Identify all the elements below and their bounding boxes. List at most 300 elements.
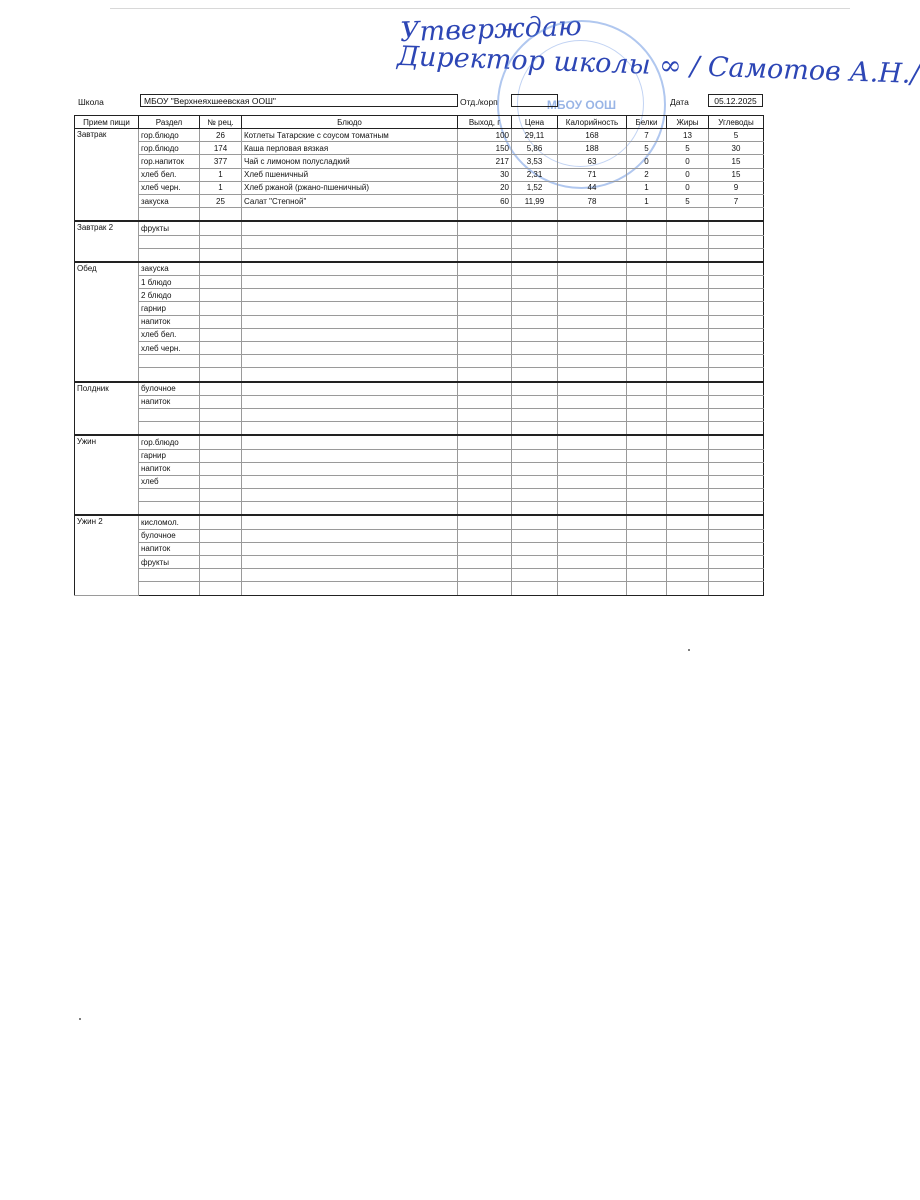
table-row bbox=[75, 556, 764, 569]
calories-cell: 168 bbox=[558, 129, 627, 142]
meal-name: Завтрак 2 bbox=[75, 221, 139, 262]
table-row bbox=[75, 368, 764, 382]
section-cell: 1 блюдо bbox=[139, 276, 200, 289]
calories-cell bbox=[558, 395, 627, 408]
carbs-cell bbox=[709, 529, 764, 542]
protein-cell bbox=[627, 569, 667, 582]
section-cell: закуска bbox=[139, 262, 200, 276]
output-cell bbox=[458, 262, 512, 276]
table-row bbox=[75, 302, 764, 315]
price-cell bbox=[512, 408, 558, 421]
carbs-cell bbox=[709, 262, 764, 276]
price-cell: 11,99 bbox=[512, 194, 558, 207]
recipe-cell bbox=[200, 235, 242, 248]
recipe-cell: 26 bbox=[200, 129, 242, 142]
table-row bbox=[75, 342, 764, 355]
recipe-cell bbox=[200, 462, 242, 475]
fat-cell bbox=[667, 328, 709, 341]
price-cell bbox=[512, 502, 558, 516]
protein-cell bbox=[627, 489, 667, 502]
scan-speck bbox=[79, 1018, 81, 1020]
calories-cell bbox=[558, 556, 627, 569]
table-row bbox=[75, 235, 764, 248]
section-cell: гор.блюдо bbox=[139, 435, 200, 449]
meal-name: Ужин bbox=[75, 435, 139, 515]
fat-cell bbox=[667, 342, 709, 355]
recipe-cell bbox=[200, 515, 242, 529]
meal-name: Завтрак bbox=[75, 129, 139, 222]
table-row bbox=[75, 569, 764, 582]
carbs-cell bbox=[709, 582, 764, 595]
table-row bbox=[75, 529, 764, 542]
carbs-cell bbox=[709, 328, 764, 341]
calories-cell bbox=[558, 208, 627, 222]
table-row bbox=[75, 435, 764, 449]
recipe-cell bbox=[200, 262, 242, 276]
section-cell: фрукты bbox=[139, 221, 200, 235]
protein-cell bbox=[627, 515, 667, 529]
calories-cell bbox=[558, 355, 627, 368]
output-cell bbox=[458, 395, 512, 408]
section-cell: хлеб бел. bbox=[139, 168, 200, 181]
dish-cell bbox=[242, 502, 458, 516]
carbs-cell bbox=[709, 342, 764, 355]
output-cell: 217 bbox=[458, 155, 512, 168]
calories-cell bbox=[558, 542, 627, 555]
price-cell bbox=[512, 262, 558, 276]
carbs-cell bbox=[709, 408, 764, 421]
section-cell: напиток bbox=[139, 315, 200, 328]
output-cell: 150 bbox=[458, 142, 512, 155]
recipe-cell bbox=[200, 556, 242, 569]
section-cell bbox=[139, 489, 200, 502]
table-row bbox=[75, 168, 764, 181]
recipe-cell bbox=[200, 328, 242, 341]
carbs-cell bbox=[709, 435, 764, 449]
fat-cell bbox=[667, 382, 709, 396]
protein-cell bbox=[627, 422, 667, 436]
calories-cell bbox=[558, 248, 627, 262]
protein-cell: 1 bbox=[627, 194, 667, 207]
dish-cell bbox=[242, 542, 458, 555]
protein-cell bbox=[627, 328, 667, 341]
price-cell bbox=[512, 276, 558, 289]
dish-cell: Хлеб пшеничный bbox=[242, 168, 458, 181]
table-row bbox=[75, 208, 764, 222]
table-row bbox=[75, 181, 764, 194]
column-header: Белки bbox=[627, 116, 667, 129]
price-cell bbox=[512, 422, 558, 436]
table-row bbox=[75, 355, 764, 368]
price-cell bbox=[512, 315, 558, 328]
carbs-cell bbox=[709, 542, 764, 555]
section-cell: гор.блюдо bbox=[139, 129, 200, 142]
table-row bbox=[75, 248, 764, 262]
recipe-cell bbox=[200, 529, 242, 542]
fat-cell: 0 bbox=[667, 155, 709, 168]
price-cell bbox=[512, 235, 558, 248]
price-cell bbox=[512, 582, 558, 595]
dish-cell bbox=[242, 462, 458, 475]
section-cell bbox=[139, 248, 200, 262]
carbs-cell bbox=[709, 289, 764, 302]
date-field: 05.12.2025 bbox=[708, 94, 763, 107]
dish-cell bbox=[242, 328, 458, 341]
dish-cell bbox=[242, 302, 458, 315]
table-row bbox=[75, 289, 764, 302]
page-top-rule bbox=[110, 8, 850, 9]
dept-label: Отд./корп bbox=[460, 97, 498, 107]
recipe-cell: 1 bbox=[200, 168, 242, 181]
calories-cell bbox=[558, 422, 627, 436]
price-cell bbox=[512, 221, 558, 235]
protein-cell bbox=[627, 315, 667, 328]
calories-cell bbox=[558, 382, 627, 396]
output-cell bbox=[458, 289, 512, 302]
fat-cell: 5 bbox=[667, 194, 709, 207]
carbs-cell bbox=[709, 422, 764, 436]
calories-cell bbox=[558, 342, 627, 355]
protein-cell bbox=[627, 276, 667, 289]
table-row bbox=[75, 542, 764, 555]
dish-cell bbox=[242, 276, 458, 289]
recipe-cell bbox=[200, 489, 242, 502]
output-cell bbox=[458, 569, 512, 582]
column-header: Жиры bbox=[667, 116, 709, 129]
meal-name: Полдник bbox=[75, 382, 139, 436]
recipe-cell: 25 bbox=[200, 194, 242, 207]
recipe-cell: 1 bbox=[200, 181, 242, 194]
fat-cell bbox=[667, 529, 709, 542]
carbs-cell bbox=[709, 475, 764, 488]
column-header: Цена bbox=[512, 116, 558, 129]
calories-cell bbox=[558, 302, 627, 315]
calories-cell: 188 bbox=[558, 142, 627, 155]
calories-cell bbox=[558, 582, 627, 595]
carbs-cell bbox=[709, 208, 764, 222]
fat-cell bbox=[667, 449, 709, 462]
protein-cell bbox=[627, 302, 667, 315]
section-cell: булочное bbox=[139, 382, 200, 396]
column-header: Раздел bbox=[139, 116, 200, 129]
output-cell bbox=[458, 475, 512, 488]
recipe-cell bbox=[200, 208, 242, 222]
calories-cell bbox=[558, 289, 627, 302]
table-row bbox=[75, 408, 764, 421]
recipe-cell bbox=[200, 422, 242, 436]
recipe-cell bbox=[200, 355, 242, 368]
fat-cell bbox=[667, 462, 709, 475]
section-cell: хлеб черн. bbox=[139, 181, 200, 194]
protein-cell bbox=[627, 542, 667, 555]
dish-cell bbox=[242, 262, 458, 276]
protein-cell bbox=[627, 248, 667, 262]
protein-cell bbox=[627, 408, 667, 421]
calories-cell: 44 bbox=[558, 181, 627, 194]
fat-cell bbox=[667, 262, 709, 276]
recipe-cell bbox=[200, 435, 242, 449]
carbs-cell bbox=[709, 395, 764, 408]
fat-cell bbox=[667, 569, 709, 582]
price-cell: 29,11 bbox=[512, 129, 558, 142]
price-cell bbox=[512, 342, 558, 355]
calories-cell bbox=[558, 276, 627, 289]
calories-cell bbox=[558, 489, 627, 502]
table-row bbox=[75, 194, 764, 207]
dish-cell: Котлеты Татарские с соусом томатным bbox=[242, 129, 458, 142]
protein-cell bbox=[627, 221, 667, 235]
table-row bbox=[75, 462, 764, 475]
price-cell bbox=[512, 395, 558, 408]
output-cell bbox=[458, 208, 512, 222]
price-cell bbox=[512, 556, 558, 569]
protein-cell bbox=[627, 382, 667, 396]
price-cell bbox=[512, 328, 558, 341]
calories-cell bbox=[558, 315, 627, 328]
section-cell: гор.напиток bbox=[139, 155, 200, 168]
fat-cell bbox=[667, 289, 709, 302]
recipe-cell bbox=[200, 368, 242, 382]
dish-cell bbox=[242, 368, 458, 382]
dish-cell bbox=[242, 408, 458, 421]
fat-cell: 0 bbox=[667, 168, 709, 181]
price-cell bbox=[512, 529, 558, 542]
dish-cell bbox=[242, 208, 458, 222]
section-cell: хлеб черн. bbox=[139, 342, 200, 355]
output-cell bbox=[458, 368, 512, 382]
table-row bbox=[75, 489, 764, 502]
calories-cell bbox=[558, 529, 627, 542]
calories-cell: 71 bbox=[558, 168, 627, 181]
dish-cell bbox=[242, 235, 458, 248]
price-cell bbox=[512, 569, 558, 582]
recipe-cell bbox=[200, 502, 242, 516]
price-cell bbox=[512, 368, 558, 382]
output-cell bbox=[458, 315, 512, 328]
protein-cell: 0 bbox=[627, 155, 667, 168]
meal-name: Обед bbox=[75, 262, 139, 382]
carbs-cell bbox=[709, 489, 764, 502]
output-cell bbox=[458, 382, 512, 396]
table-row bbox=[75, 502, 764, 516]
carbs-cell bbox=[709, 248, 764, 262]
carbs-cell bbox=[709, 315, 764, 328]
recipe-cell bbox=[200, 221, 242, 235]
carbs-cell: 9 bbox=[709, 181, 764, 194]
output-cell bbox=[458, 408, 512, 421]
recipe-cell: 174 bbox=[200, 142, 242, 155]
carbs-cell bbox=[709, 276, 764, 289]
protein-cell: 7 bbox=[627, 129, 667, 142]
dish-cell bbox=[242, 475, 458, 488]
output-cell bbox=[458, 529, 512, 542]
carbs-cell: 5 bbox=[709, 129, 764, 142]
carbs-cell bbox=[709, 569, 764, 582]
protein-cell bbox=[627, 368, 667, 382]
calories-cell bbox=[558, 262, 627, 276]
fat-cell bbox=[667, 515, 709, 529]
recipe-cell bbox=[200, 475, 242, 488]
carbs-cell bbox=[709, 235, 764, 248]
dish-cell: Чай с лимоном полусладкий bbox=[242, 155, 458, 168]
fat-cell bbox=[667, 502, 709, 516]
calories-cell: 78 bbox=[558, 194, 627, 207]
output-cell bbox=[458, 342, 512, 355]
dish-cell bbox=[242, 248, 458, 262]
carbs-cell bbox=[709, 302, 764, 315]
protein-cell bbox=[627, 529, 667, 542]
fat-cell bbox=[667, 221, 709, 235]
carbs-cell bbox=[709, 355, 764, 368]
fat-cell bbox=[667, 422, 709, 436]
section-cell bbox=[139, 582, 200, 595]
protein-cell bbox=[627, 582, 667, 595]
price-cell bbox=[512, 462, 558, 475]
protein-cell bbox=[627, 449, 667, 462]
output-cell bbox=[458, 542, 512, 555]
fat-cell bbox=[667, 208, 709, 222]
calories-cell bbox=[558, 328, 627, 341]
section-cell: кисломол. bbox=[139, 515, 200, 529]
dish-cell bbox=[242, 515, 458, 529]
dept-field bbox=[511, 94, 558, 107]
section-cell: хлеб бел. bbox=[139, 328, 200, 341]
calories-cell bbox=[558, 235, 627, 248]
section-cell: напиток bbox=[139, 395, 200, 408]
price-cell bbox=[512, 542, 558, 555]
fat-cell: 0 bbox=[667, 181, 709, 194]
column-header: Калорийность bbox=[558, 116, 627, 129]
recipe-cell bbox=[200, 342, 242, 355]
price-cell bbox=[512, 248, 558, 262]
fat-cell bbox=[667, 302, 709, 315]
price-cell bbox=[512, 302, 558, 315]
section-cell: гарнир bbox=[139, 302, 200, 315]
table-row bbox=[75, 422, 764, 436]
calories-cell bbox=[558, 515, 627, 529]
carbs-cell: 30 bbox=[709, 142, 764, 155]
recipe-cell bbox=[200, 315, 242, 328]
director-title: Директор школы bbox=[396, 40, 652, 81]
table-header-row bbox=[75, 116, 764, 129]
output-cell bbox=[458, 276, 512, 289]
carbs-cell bbox=[709, 221, 764, 235]
dish-cell bbox=[242, 489, 458, 502]
output-cell: 30 bbox=[458, 168, 512, 181]
table-row bbox=[75, 155, 764, 168]
recipe-cell bbox=[200, 449, 242, 462]
dish-cell bbox=[242, 382, 458, 396]
recipe-cell bbox=[200, 569, 242, 582]
calories-cell bbox=[558, 221, 627, 235]
protein-cell bbox=[627, 556, 667, 569]
fat-cell: 13 bbox=[667, 129, 709, 142]
table-row bbox=[75, 475, 764, 488]
carbs-cell bbox=[709, 462, 764, 475]
table-row bbox=[75, 129, 764, 142]
section-cell: закуска bbox=[139, 194, 200, 207]
fat-cell bbox=[667, 582, 709, 595]
fat-cell bbox=[667, 542, 709, 555]
recipe-cell bbox=[200, 289, 242, 302]
recipe-cell bbox=[200, 542, 242, 555]
table-row bbox=[75, 315, 764, 328]
output-cell bbox=[458, 489, 512, 502]
output-cell bbox=[458, 582, 512, 595]
fat-cell bbox=[667, 368, 709, 382]
calories-cell bbox=[558, 368, 627, 382]
carbs-cell: 15 bbox=[709, 155, 764, 168]
section-cell: гарнир bbox=[139, 449, 200, 462]
fat-cell bbox=[667, 276, 709, 289]
fat-cell bbox=[667, 355, 709, 368]
price-cell bbox=[512, 208, 558, 222]
fat-cell bbox=[667, 475, 709, 488]
recipe-cell: 377 bbox=[200, 155, 242, 168]
protein-cell bbox=[627, 355, 667, 368]
output-cell bbox=[458, 462, 512, 475]
calories-cell: 63 bbox=[558, 155, 627, 168]
table-row bbox=[75, 221, 764, 235]
fat-cell: 5 bbox=[667, 142, 709, 155]
carbs-cell: 15 bbox=[709, 168, 764, 181]
output-cell bbox=[458, 556, 512, 569]
table-row bbox=[75, 395, 764, 408]
section-cell bbox=[139, 355, 200, 368]
price-cell bbox=[512, 475, 558, 488]
fat-cell bbox=[667, 395, 709, 408]
section-cell: напиток bbox=[139, 542, 200, 555]
carbs-cell: 7 bbox=[709, 194, 764, 207]
section-cell bbox=[139, 235, 200, 248]
menu-table bbox=[74, 115, 764, 596]
signature-name: Самотов А.Н./ bbox=[707, 51, 920, 91]
dish-cell: Салат "Степной" bbox=[242, 194, 458, 207]
output-cell bbox=[458, 248, 512, 262]
dish-cell bbox=[242, 355, 458, 368]
recipe-cell bbox=[200, 408, 242, 421]
output-cell: 100 bbox=[458, 129, 512, 142]
dish-cell bbox=[242, 556, 458, 569]
approval-handwriting: Утверждаю bbox=[399, 10, 583, 49]
protein-cell bbox=[627, 235, 667, 248]
output-cell bbox=[458, 515, 512, 529]
section-cell bbox=[139, 408, 200, 421]
fat-cell bbox=[667, 315, 709, 328]
calories-cell bbox=[558, 449, 627, 462]
output-cell bbox=[458, 302, 512, 315]
dish-cell bbox=[242, 569, 458, 582]
scan-speck bbox=[688, 649, 690, 651]
fat-cell bbox=[667, 235, 709, 248]
calories-cell bbox=[558, 475, 627, 488]
calories-cell bbox=[558, 408, 627, 421]
dish-cell bbox=[242, 289, 458, 302]
output-cell bbox=[458, 449, 512, 462]
calories-cell bbox=[558, 435, 627, 449]
protein-cell bbox=[627, 502, 667, 516]
output-cell bbox=[458, 221, 512, 235]
dish-cell bbox=[242, 221, 458, 235]
protein-cell bbox=[627, 208, 667, 222]
protein-cell bbox=[627, 262, 667, 276]
section-cell: 2 блюдо bbox=[139, 289, 200, 302]
carbs-cell bbox=[709, 515, 764, 529]
table-row bbox=[75, 276, 764, 289]
price-cell: 3,53 bbox=[512, 155, 558, 168]
price-cell: 5,86 bbox=[512, 142, 558, 155]
fat-cell bbox=[667, 556, 709, 569]
